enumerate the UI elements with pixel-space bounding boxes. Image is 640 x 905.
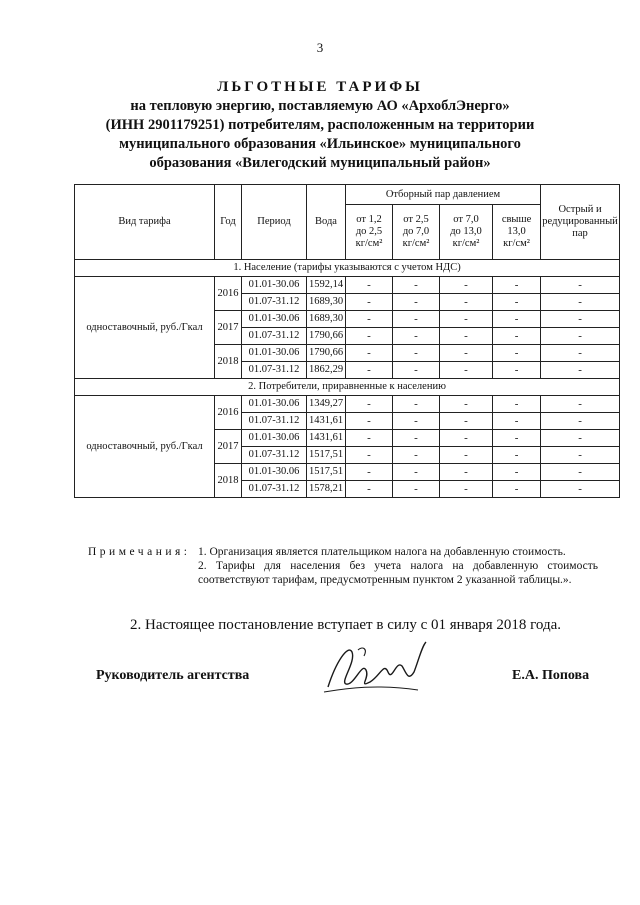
period-cell: 01.01-30.06	[242, 277, 307, 294]
water-tariff-cell: 1790,66	[307, 345, 346, 362]
effective-date-clause: 2. Настоящее постановление вступает в силу с 01 января 2018 года.	[130, 617, 562, 633]
water-tariff-cell: 1517,51	[307, 447, 346, 464]
signatory-position: Руководитель агентства	[96, 668, 250, 683]
dash-cell: -	[541, 311, 620, 328]
dash-cell: -	[493, 345, 541, 362]
dash-cell: -	[541, 345, 620, 362]
dash-cell: -	[493, 396, 541, 413]
dash-cell: -	[393, 447, 440, 464]
dash-cell: -	[346, 328, 393, 345]
water-tariff-cell: 1578,21	[307, 481, 346, 498]
period-cell: 01.07-31.12	[242, 447, 307, 464]
dash-cell: -	[493, 413, 541, 430]
year-cell: 2016	[215, 277, 242, 311]
dash-cell: -	[493, 447, 541, 464]
dash-cell: -	[541, 362, 620, 379]
dash-cell: -	[440, 447, 493, 464]
dash-cell: -	[440, 464, 493, 481]
period-cell: 01.01-30.06	[242, 464, 307, 481]
page-number: 3	[316, 40, 324, 55]
title-line-5: образования «Вилегодский муниципальный район»	[149, 155, 491, 171]
period-cell: 01.07-31.12	[242, 328, 307, 345]
water-tariff-cell: 1349,27	[307, 396, 346, 413]
dash-cell: -	[393, 277, 440, 294]
document-title	[60, 78, 580, 173]
dash-cell: -	[440, 345, 493, 362]
tariff-table	[74, 184, 620, 498]
year-cell: 2018	[215, 464, 242, 498]
dash-cell: -	[440, 481, 493, 498]
section-title: 2. Потребители, приравненные к населению	[75, 379, 620, 396]
note-1: 1. Организация является плательщиком налога на добавленную стоимость.	[198, 546, 566, 558]
period-cell: 01.01-30.06	[242, 430, 307, 447]
dash-cell: -	[493, 311, 541, 328]
dash-cell: -	[440, 430, 493, 447]
dash-cell: -	[541, 447, 620, 464]
dash-cell: -	[493, 464, 541, 481]
dash-cell: -	[393, 328, 440, 345]
title-line-2: на тепловую энергию, поставляемую АО «АрхоблЭнерго»	[130, 98, 510, 114]
dash-cell: -	[440, 413, 493, 430]
dash-cell: -	[393, 396, 440, 413]
dash-cell: -	[541, 294, 620, 311]
dash-cell: -	[541, 328, 620, 345]
dash-cell: -	[346, 311, 393, 328]
header-period: Период	[242, 185, 307, 260]
dash-cell: -	[346, 464, 393, 481]
table-row	[75, 396, 620, 413]
tariff-type: одноставочный, руб./Гкал	[75, 396, 215, 498]
dash-cell: -	[393, 345, 440, 362]
dash-cell: -	[493, 328, 541, 345]
year-cell: 2016	[215, 396, 242, 430]
dash-cell: -	[393, 430, 440, 447]
dash-cell: -	[346, 447, 393, 464]
period-cell: 01.01-30.06	[242, 345, 307, 362]
header-god: Год	[215, 185, 242, 260]
year-cell: 2017	[215, 430, 242, 464]
tariff-type: одноставочный, руб./Гкал	[75, 277, 215, 379]
dash-cell: -	[541, 430, 620, 447]
dash-cell: -	[393, 311, 440, 328]
handwritten-signature	[318, 632, 438, 702]
year-cell: 2018	[215, 345, 242, 379]
dash-cell: -	[346, 413, 393, 430]
dash-cell: -	[541, 396, 620, 413]
dash-cell: -	[493, 481, 541, 498]
dash-cell: -	[346, 294, 393, 311]
dash-cell: -	[393, 413, 440, 430]
dash-cell: -	[346, 362, 393, 379]
dash-cell: -	[440, 294, 493, 311]
water-tariff-cell: 1689,30	[307, 311, 346, 328]
header-p4: свыше 13,0 кг/см²	[493, 205, 541, 260]
period-cell: 01.07-31.12	[242, 362, 307, 379]
water-tariff-cell: 1592,14	[307, 277, 346, 294]
dash-cell: -	[541, 277, 620, 294]
dash-cell: -	[541, 413, 620, 430]
dash-cell: -	[346, 396, 393, 413]
header-p1: от 1,2 до 2,5 кг/см²	[346, 205, 393, 260]
water-tariff-cell: 1431,61	[307, 413, 346, 430]
dash-cell: -	[493, 362, 541, 379]
note-2: 2. Тарифы для населения без учета налога на добавленную стоимость соответствуют тарифам, предусмотренным пунктом 2 указанной таблицы.».	[198, 560, 598, 586]
header-p3: от 7,0 до 13,0 кг/см²	[440, 205, 493, 260]
year-cell: 2017	[215, 311, 242, 345]
dash-cell: -	[393, 464, 440, 481]
dash-cell: -	[346, 277, 393, 294]
water-tariff-cell: 1689,30	[307, 294, 346, 311]
period-cell: 01.01-30.06	[242, 311, 307, 328]
dash-cell: -	[440, 311, 493, 328]
dash-cell: -	[393, 362, 440, 379]
dash-cell: -	[393, 294, 440, 311]
signatory-name: Е.А. Попова	[512, 668, 590, 683]
period-cell: 01.07-31.12	[242, 294, 307, 311]
dash-cell: -	[440, 328, 493, 345]
dash-cell: -	[440, 362, 493, 379]
period-cell: 01.07-31.12	[242, 413, 307, 430]
header-voda: Вода	[307, 185, 346, 260]
header-p2: от 2,5 до 7,0 кг/см²	[393, 205, 440, 260]
dash-cell: -	[346, 481, 393, 498]
dash-cell: -	[346, 345, 393, 362]
dash-cell: -	[541, 481, 620, 498]
dash-cell: -	[493, 277, 541, 294]
dash-cell: -	[346, 430, 393, 447]
title-line-3: (ИНН 2901179251) потребителям, расположенным на территории	[105, 117, 535, 133]
water-tariff-cell: 1862,29	[307, 362, 346, 379]
section-title: 1. Население (тарифы указываются с учетом НДС)	[75, 260, 620, 277]
water-tariff-cell: 1517,51	[307, 464, 346, 481]
dash-cell: -	[493, 294, 541, 311]
period-cell: 01.01-30.06	[242, 396, 307, 413]
table-row	[75, 277, 620, 294]
title-line-1: ЛЬГОТНЫЕ ТАРИФЫ	[217, 79, 423, 95]
water-tariff-cell: 1790,66	[307, 328, 346, 345]
notes-label: Примечания:	[88, 546, 191, 558]
dash-cell: -	[440, 396, 493, 413]
water-tariff-cell: 1431,61	[307, 430, 346, 447]
period-cell: 01.07-31.12	[242, 481, 307, 498]
title-line-4: муниципального образования «Ильинское» муниципального	[119, 136, 521, 152]
header-vid: Вид тарифа	[75, 185, 215, 260]
header-otbor: Отборный пар давлением	[346, 185, 541, 205]
dash-cell: -	[493, 430, 541, 447]
dash-cell: -	[440, 277, 493, 294]
dash-cell: -	[541, 464, 620, 481]
header-ostry: Острый и редуцированный пар	[541, 185, 620, 260]
dash-cell: -	[393, 481, 440, 498]
